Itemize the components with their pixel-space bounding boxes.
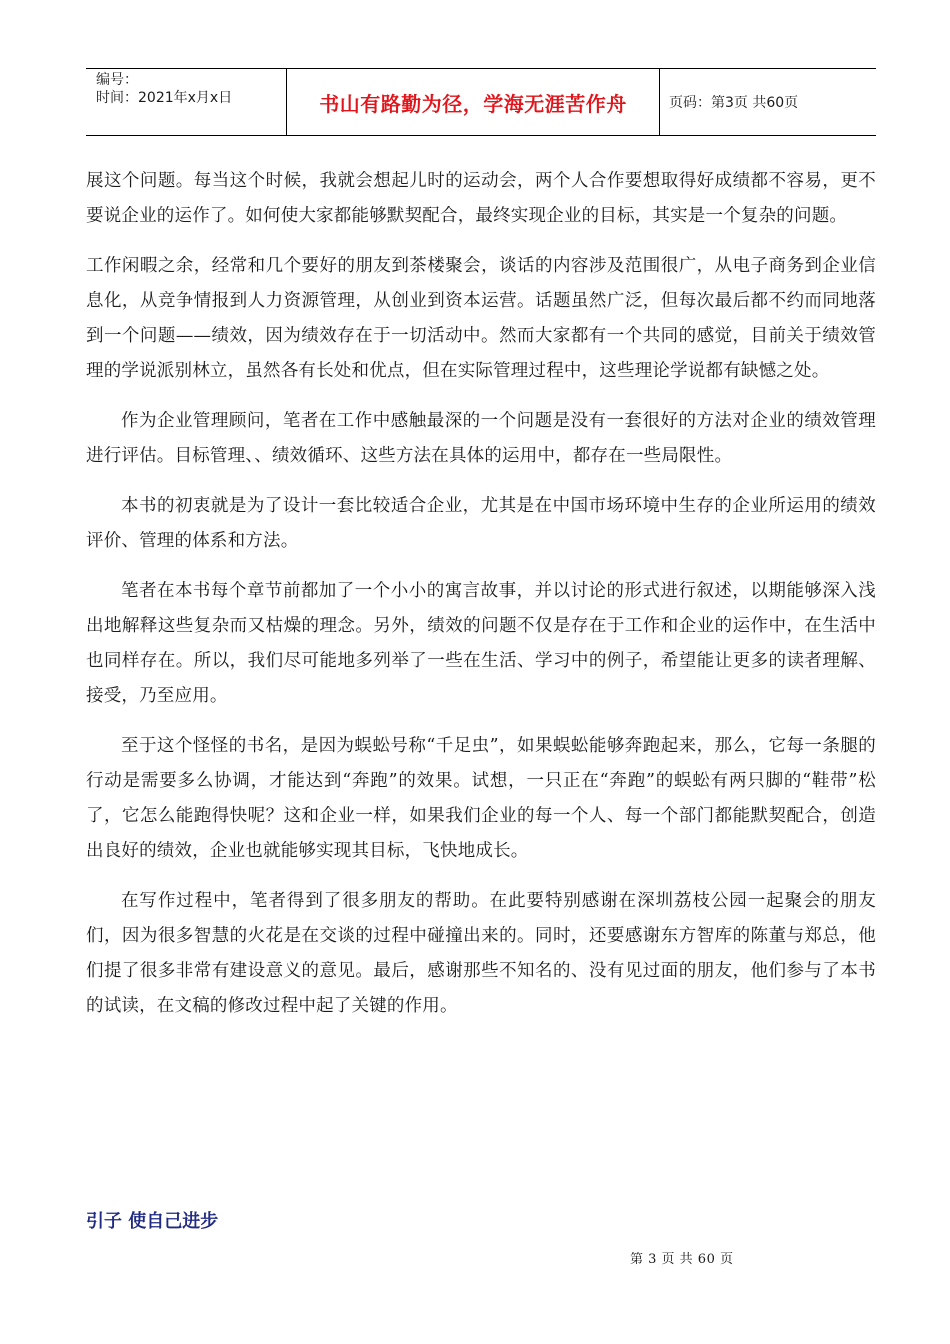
header-motto: 书山有路勤为径，学海无涯苦作舟 — [287, 69, 660, 135]
paragraph-book-title: 至于这个怪怪的书名，是因为蜈蚣号称“千足虫”，如果蜈蚣能够奔跑起来，那么，它每一条腿的行动是需要多么协调，才能达到“奔跑”的效果。试想，一只正在“奔跑”的蜈蚣有两只脚的“鞋带”松了，它怎么能跑得快呢？这和企业一样，如果我们企业的每一个人、每一个部门都能默契配合，创造出良好的绩效，企业也就能够实现其目标，飞快地成长。 — [86, 736, 876, 861]
paragraph-acknowledgements: 在写作过程中，笔者得到了很多朋友的帮助。在此要特别感谢在深圳荔枝公园一起聚会的朋友们，因为很多智慧的火花是在交谈的过程中碰撞出来的。同时，还要感谢东方智库的陈董与郑总，他们提了很多非常有建设意义的意见。最后，感谢那些不知名的、没有见过面的朋友，他们参与了本书的试读，在文稿的修改过程中起了关键的作用。 — [86, 891, 876, 1016]
paragraph-fables: 笔者在本书每个章节前都加了一个小小的寓言故事，并以讨论的形式进行叙述，以期能够深入浅出地解释这些复杂而又枯燥的理念。另外，绩效的问题不仅是存在于工作和企业的运作中，在生活中也同样存在。所以，我们尽可能地多列举了一些在生活、学习中的例子，希望能让更多的读者理解、接受，乃至应用。 — [86, 581, 876, 706]
paragraph-friends-discussion: 工作闲暇之余，经常和几个要好的朋友到茶楼聚会，谈话的内容涉及范围很广，从电子商务到企业信息化，从竞争情报到人力资源管理，从创业到资本运营。话题虽然广泛，但每次最后都不约而同地落到一个问题——绩效，因为绩效存在于一切活动中。然而大家都有一个共同的感觉，目前关于绩效管理的学说派别林立，虽然各有长处和优点，但在实际管理过程中，这些理论学说都有缺憾之处。 — [86, 256, 876, 381]
footer-page-number: 第 3 页 共 60 页 — [630, 1252, 734, 1267]
section-heading: 引子 使自己进步 — [86, 1211, 219, 1232]
paragraph-consultant: 作为企业管理顾问，笔者在工作中感触最深的一个问题是没有一套很好的方法对企业的绩效管理进行评估。目标管理、、绩效循环、这些方法在具体的运用中，都存在一些局限性。 — [86, 411, 876, 466]
document-header — [86, 68, 876, 136]
header-number-label: 编号： — [96, 72, 138, 88]
document-body — [86, 164, 876, 1039]
paragraph-book-purpose: 本书的初衷就是为了设计一套比较适合企业，尤其是在中国市场环境中生存的企业所运用的绩效评价、管理的体系和方法。 — [86, 496, 876, 551]
header-meta — [86, 69, 287, 135]
header-page-info: 页码：第3页 共60页 — [669, 95, 799, 111]
header-time-label: 时间：2021年x月x日 — [96, 90, 233, 106]
paragraph-continued: 展这个问题。每当这个时候，我就会想起儿时的运动会，两个人合作要想取得好成绩都不容易，更不要说企业的运作了。如何使大家都能够默契配合，最终实现企业的目标，其实是一个复杂的问题。 — [86, 171, 876, 226]
